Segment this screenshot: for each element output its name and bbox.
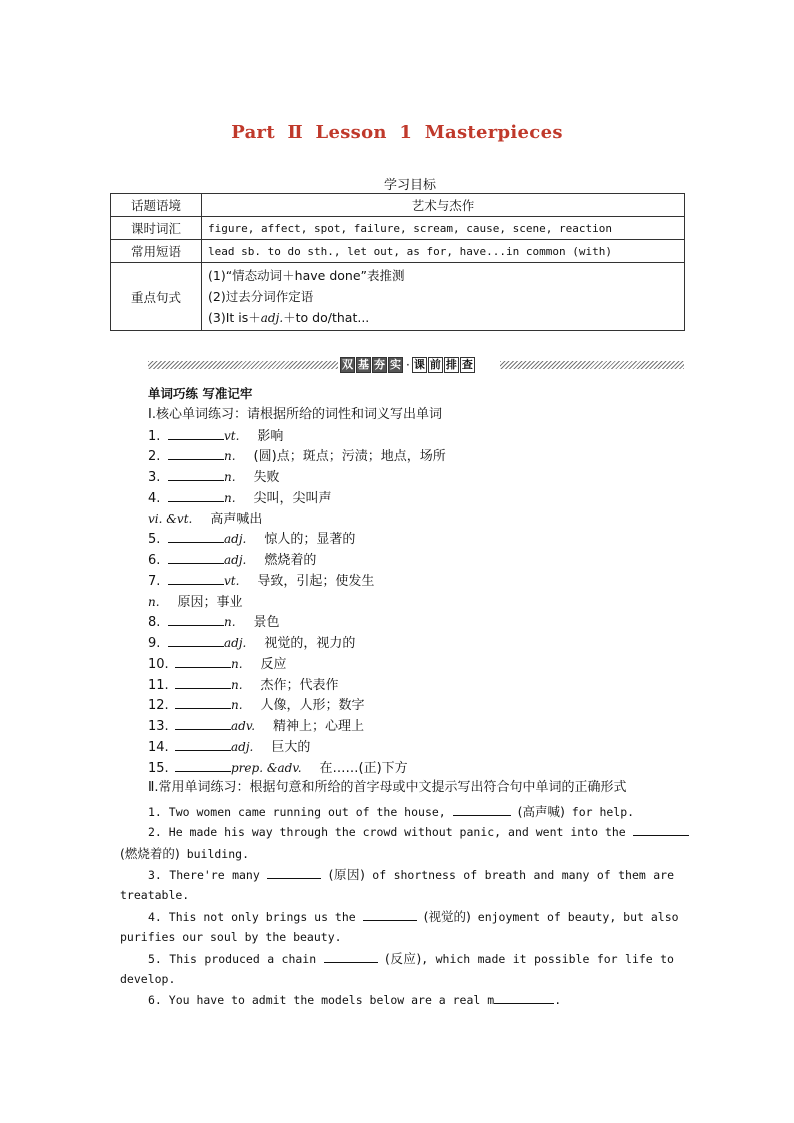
vocab-item [148,633,678,654]
vocab-item [148,758,678,779]
sentence-hint: (视觉的) [423,909,471,924]
item-meaning: 景色 [253,615,280,631]
table-key: 课时词汇 [111,217,202,240]
item-number: 13. [148,719,169,734]
sentence-text: 4. This not only brings us the [148,910,363,924]
answer-blank[interactable] [168,563,224,564]
vocab-item [148,446,678,467]
item-pos: n. [148,594,160,609]
sentence-text: 6. You have to admit the models below are a real m [148,993,495,1007]
vocab-item [148,612,678,633]
sentence-text: enjoyment of beauty, but also [470,910,679,924]
answer-blank[interactable] [494,1003,554,1004]
vocab-section [148,384,678,799]
vocab-item [148,529,678,550]
pattern-line: (2)过去分词作定语 [208,289,314,304]
banner-char: 双 [342,358,353,371]
item-meaning: 视觉的，视力的 [264,636,356,651]
item-pos: n. [224,490,236,505]
table-value [202,263,685,331]
item-number: 6. [148,553,161,568]
item-pos: vt. [224,573,240,588]
vocab-item [148,488,678,509]
answer-blank[interactable] [175,708,231,709]
item-pos: prep. &adv. [231,760,302,775]
banner-hatch-left [148,361,338,369]
item-meaning: 高声喊出 [210,511,263,527]
part1-title: Ⅰ.核心单词练习：请根据所给的词性和词义写出单词 [148,406,442,422]
vocab-item [148,716,678,737]
table-key: 重点句式 [111,263,202,331]
banner-char: 课 [413,358,425,371]
vocab-item [148,571,678,592]
sentence-hint: (反应) [385,951,422,966]
item-number: 14. [148,739,169,755]
vocab-item-cont [148,592,678,613]
sentence-text: 2. He made his way through the crowd without panic, and went into the [148,825,633,839]
item-number: 12. [148,698,169,714]
section-banner [148,356,684,374]
answer-blank[interactable] [168,542,224,543]
vocab-item [148,695,678,716]
item-meaning: 燃烧着的 [264,553,317,568]
table-row [111,240,685,263]
answer-blank[interactable] [175,750,231,751]
sentence-text: 5. This produced a chain [148,952,324,966]
pattern-line: (1)“情态动词＋have done”表推测 [208,268,405,283]
item-meaning: 精神上；心理上 [273,719,365,734]
banner-title [340,356,476,374]
answer-blank[interactable] [168,480,224,481]
sentence-text: 1. Two women came running out of the house, [148,805,453,819]
answer-blank[interactable] [168,459,224,460]
sentence-hint: (高声喊) [517,804,565,819]
item-number: 1. [148,428,161,444]
answer-blank[interactable] [175,667,231,668]
table-value: figure, affect, spot, failure, scream, cause, scene, reaction [202,217,685,240]
answer-blank[interactable] [168,439,224,440]
table-key: 常用短语 [111,240,202,263]
item-meaning: 杰作；代表作 [260,677,339,693]
item-meaning: 影响 [257,428,284,444]
sentence-2-cont [120,843,674,864]
pattern-line [208,307,678,328]
item-pos: vi. &vt. [148,511,193,526]
section-heading: 单词巧练 写准记牢 [148,386,253,401]
item-meaning: 反应 [260,656,287,672]
table-row [111,217,685,240]
sentence-exercises [120,801,679,1011]
answer-blank[interactable] [324,962,378,963]
item-pos: n. [231,656,243,671]
banner-dot: · [406,358,410,372]
item-pos: adj. [224,553,247,567]
sentence-4 [120,906,679,927]
table-row [111,263,685,331]
item-number: 4. [148,490,161,506]
sentence-4-cont: purifies our soul by the beauty. [120,930,342,944]
vocab-item [148,675,678,696]
answer-blank[interactable] [175,729,231,730]
item-pos: n. [231,698,243,713]
item-pos: adj. [224,636,247,650]
item-number: 7. [148,573,161,589]
pattern-pos: adj. [260,311,284,325]
sentence-5-cont: develop. [120,972,176,986]
item-number: 8. [148,615,161,631]
sentence-text: for help. [564,805,635,819]
item-meaning: 导致，引起；使发生 [257,573,375,589]
answer-blank[interactable] [453,815,511,816]
item-number: 10. [148,656,169,672]
item-meaning: 惊人的；显著的 [264,532,356,548]
learning-goals-table [110,193,685,331]
vocab-item-cont [148,509,678,530]
banner-char: 查 [461,358,473,371]
item-number: 5. [148,532,161,548]
sentence-6 [120,990,674,1011]
sentence-3 [120,864,674,885]
sentence-1 [120,801,674,822]
banner-char: 前 [429,358,441,371]
banner-char: 基 [358,358,369,371]
answer-blank[interactable] [168,584,224,585]
sentence-text: . [554,993,562,1007]
item-pos: adv. [231,719,256,733]
banner-char: 夯 [374,358,385,371]
item-meaning: 在……(正)下方 [319,760,408,776]
item-meaning: 人像，人形；数字 [260,698,365,714]
item-pos: adj. [231,739,254,754]
item-pos: vt. [224,428,240,443]
item-number: 3. [148,470,161,485]
answer-blank[interactable] [175,688,231,689]
sentence-text: , which made it possible for life to [421,952,674,966]
item-meaning: 巨大的 [271,739,311,755]
vocab-item [148,550,678,571]
item-pos: n. [224,449,236,464]
sentence-3-cont: treatable. [120,888,190,902]
sentence-hint: (原因) [328,867,365,882]
sentence-2 [120,822,674,843]
pattern-part: ＋to do/that... [283,310,370,325]
part2-title: Ⅱ.常用单词练习：根据句意和所给的首字母或中文提示写出符合句中单词的正确形式 [148,780,627,796]
item-pos: adj. [224,532,247,547]
item-meaning: 原因；事业 [177,594,243,610]
item-meaning: (圆)点；斑点；污渍；地点，场所 [253,449,446,465]
table-value: lead sb. to do sth., let out, as for, have...in common (with) [202,240,685,263]
item-meaning: 失败 [253,470,280,485]
item-meaning: 尖叫，尖叫声 [253,490,332,506]
item-number: 9. [148,636,161,651]
pattern-part: (3)It is＋ [208,310,261,325]
vocab-item [148,654,678,675]
vocab-item [148,467,678,488]
sentence-text: of shortness of breath and many of them are [364,868,674,882]
answer-blank[interactable] [267,878,321,879]
page-title: Part Ⅱ Lesson 1 Masterpieces [231,122,563,143]
sentence-5 [120,948,674,969]
answer-blank[interactable] [168,646,224,647]
goals-caption: 学习目标 [383,178,436,193]
banner-char: 排 [445,358,457,371]
sentence-hint: (燃烧着的) [120,846,180,861]
banner-char: 实 [390,358,401,371]
item-pos: n. [224,470,236,484]
vocab-item [148,737,678,758]
answer-blank[interactable] [633,835,689,836]
item-number: 11. [148,677,169,693]
answer-blank[interactable] [168,501,224,502]
item-pos: n. [231,677,243,692]
sentence-text: 3. There're many [148,868,268,882]
table-key: 话题语境 [111,194,202,217]
item-pos: n. [224,615,236,630]
item-number: 15. [148,760,169,776]
banner-hatch-right [500,361,684,369]
answer-blank[interactable] [175,771,231,772]
vocab-item [148,426,678,447]
item-number: 2. [148,449,161,465]
table-row [111,194,685,217]
answer-blank[interactable] [363,920,417,921]
sentence-text: building. [179,847,250,861]
answer-blank[interactable] [168,625,224,626]
table-value: 艺术与杰作 [202,194,685,217]
